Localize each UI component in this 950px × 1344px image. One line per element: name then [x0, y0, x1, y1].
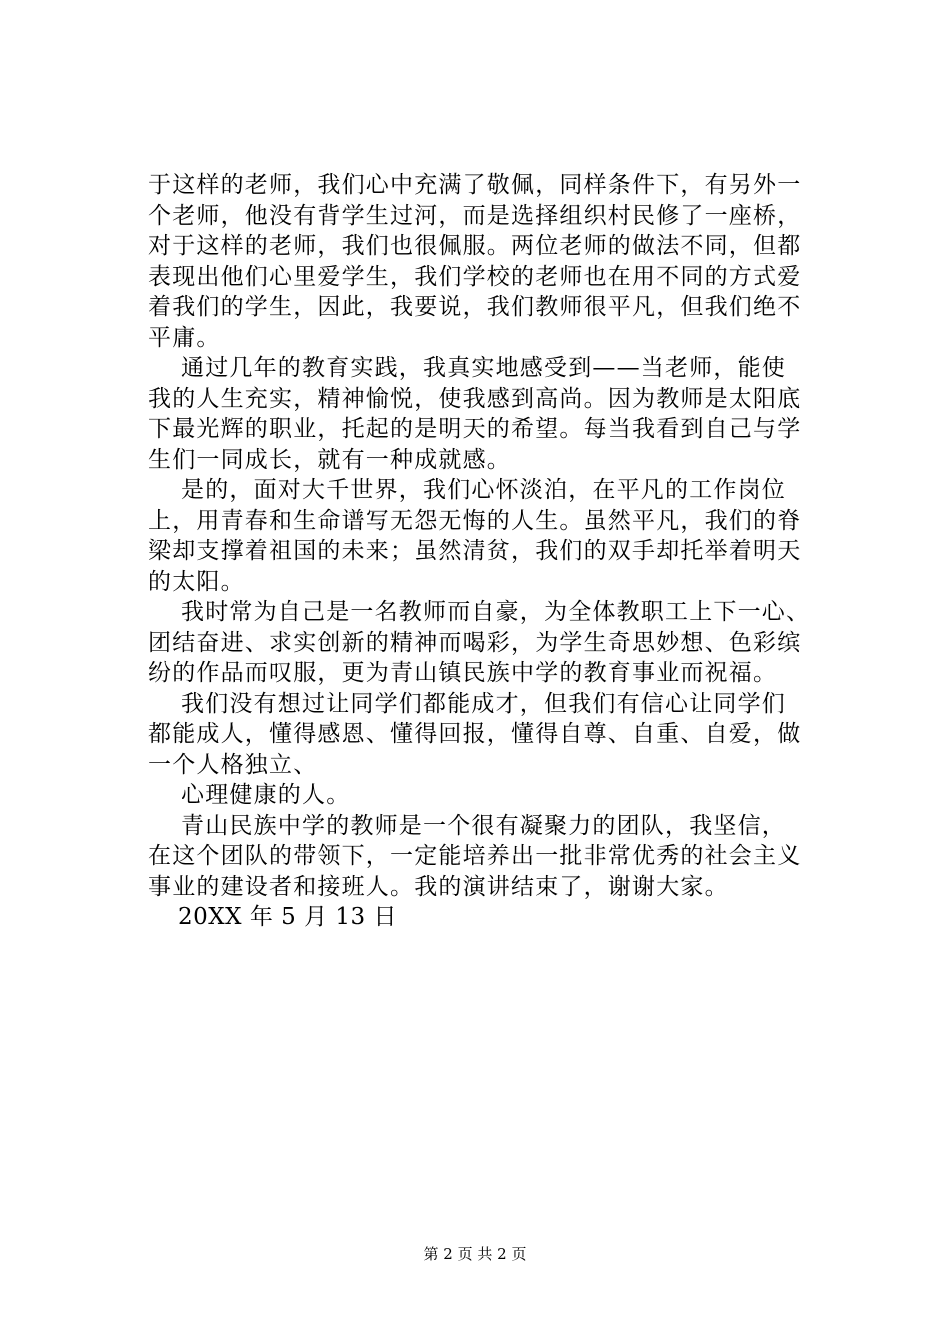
- text-line: 在这个团队的带领下，一定能培养出一批非常优秀的社会主义: [148, 843, 802, 869]
- text-line: 事业的建设者和接班人。我的演讲结束了，谢谢大家。: [148, 873, 729, 900]
- text-line: 纷的作品而叹服，更为青山镇民族中学的教育事业而祝福。: [148, 660, 778, 686]
- document-body: [148, 170, 828, 933]
- text-line: 平庸。: [148, 324, 221, 351]
- page-footer: [0, 1244, 950, 1264]
- text-line: 我的人生充实，精神愉悦，使我感到高尚。因为教师是太阳底: [148, 385, 802, 412]
- text-line: 个老师，他没有背学生过河，而是选择组织村民修了一座桥，: [148, 202, 802, 229]
- text-line: 的太阳。: [148, 568, 245, 595]
- text-line: 对于这样的老师，我们也很佩服。两位老师的做法不同，但都: [148, 233, 802, 259]
- text-line: 表现出他们心里爱学生，我们学校的老师也在用不同的方式爱: [148, 263, 802, 290]
- paragraph-start-line: 通过几年的教育实践，我真实地感受到——当老师，能使: [181, 355, 786, 381]
- page-number-label: 第 2 页 共 2 页: [423, 1245, 527, 1263]
- paragraph-start-line: 青山民族中学的教师是一个很有凝聚力的团队，我坚信，: [181, 812, 786, 839]
- paragraph-start-line: 我们没有想过让同学们都能成才，但我们有信心让同学们: [181, 690, 786, 717]
- document-date: 20XX 年 5 月 13 日: [178, 904, 397, 930]
- paragraph-start-line: 是的，面对大千世界，我们心怀淡泊，在平凡的工作岗位: [181, 477, 786, 503]
- text-line: 着我们的学生，因此，我要说，我们教师很平凡，但我们绝不: [148, 294, 802, 320]
- text-line: 生们一同成长，就有一种成就感。: [148, 446, 511, 473]
- paragraph-start-line: 心理健康的人。: [181, 782, 351, 808]
- text-line: 一个人格独立、: [148, 751, 318, 778]
- text-line: 都能成人，懂得感恩、懂得回报，懂得自尊、自重、自爱，做: [148, 721, 802, 747]
- text-line: 梁却支撑着祖国的未来；虽然清贫，我们的双手却托举着明天: [148, 538, 802, 564]
- text-line: 下最光辉的职业，托起的是明天的希望。每当我看到自己与学: [148, 416, 802, 442]
- paragraph-start-line: 我时常为自己是一名教师而自豪，为全体教职工上下一心、: [181, 599, 811, 625]
- text-line: 于这样的老师，我们心中充满了敬佩，同样条件下，有另外一: [148, 172, 802, 198]
- text-line: 团结奋进、求实创新的精神而喝彩，为学生奇思妙想、色彩缤: [148, 629, 802, 656]
- text-line: 上，用青春和生命谱写无怨无悔的人生。虽然平凡，我们的脊: [148, 507, 802, 534]
